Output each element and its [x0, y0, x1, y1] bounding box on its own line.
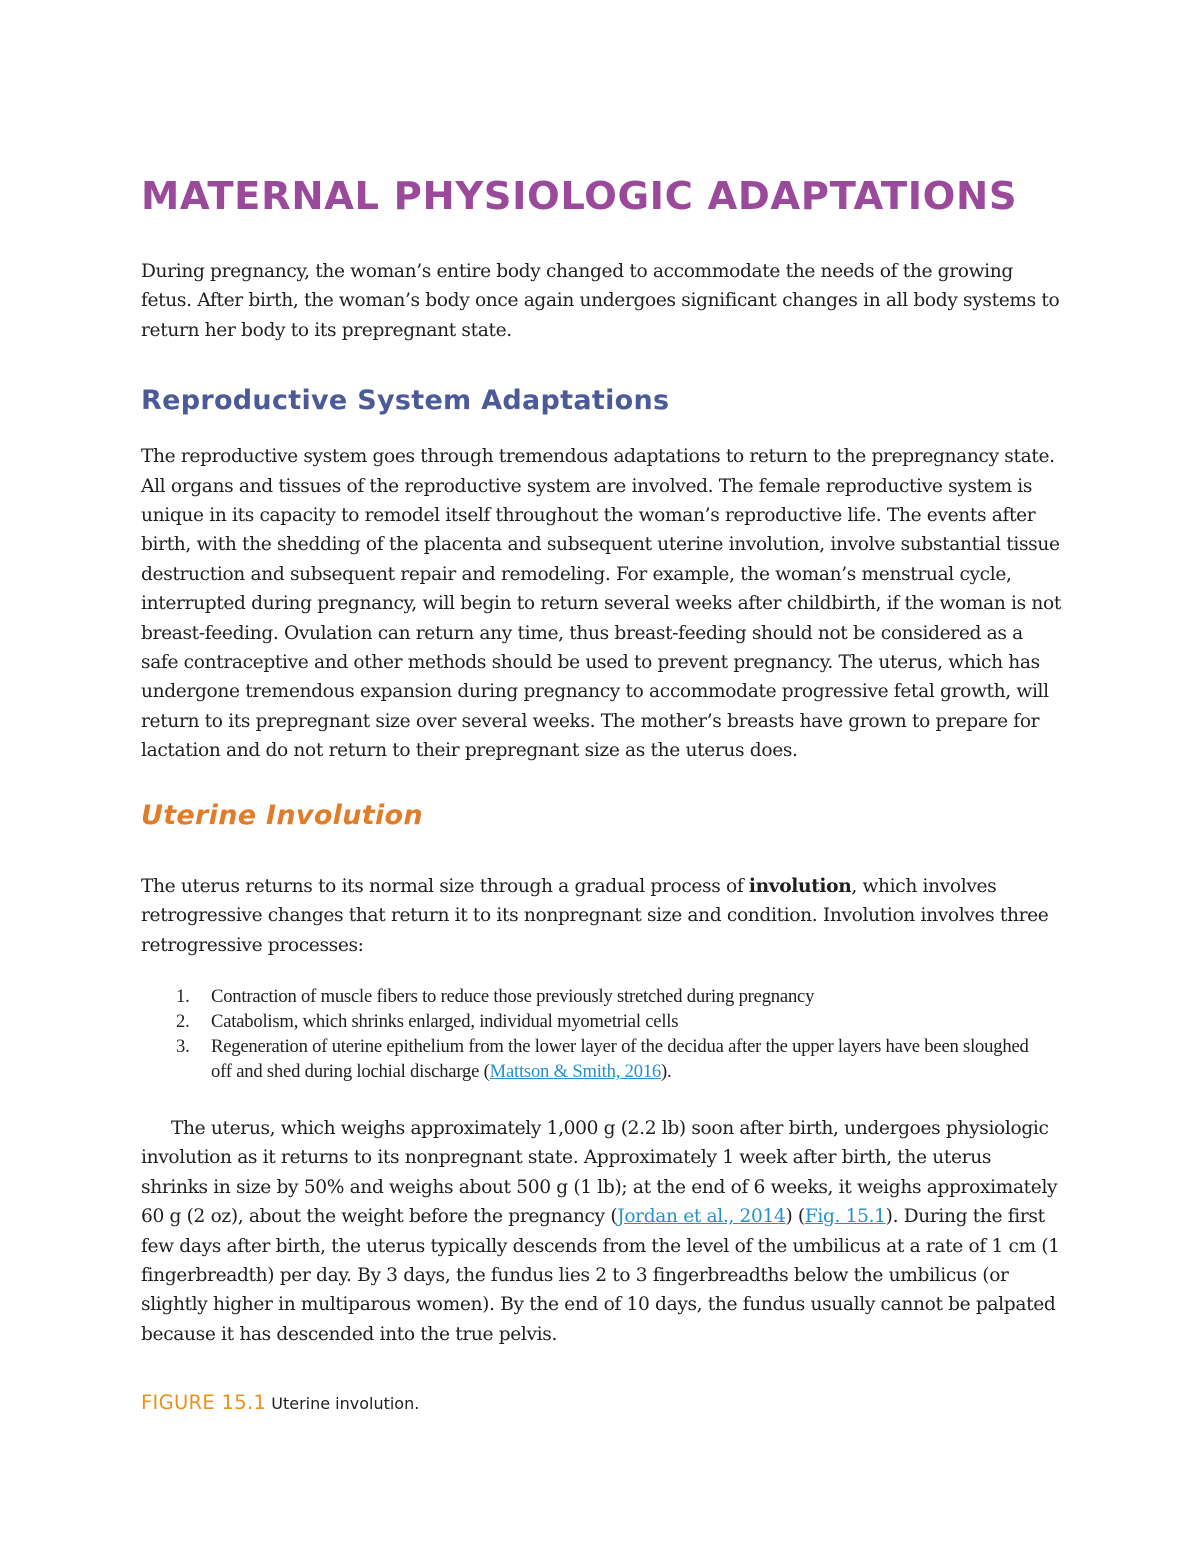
figure-caption: [141, 1387, 1061, 1420]
citation-link-jordan[interactable]: Jordan et al., 2014: [617, 1206, 786, 1228]
page-title: MATERNAL PHYSIOLOGIC ADAPTATIONS: [141, 174, 1018, 219]
list-item: [141, 1009, 1041, 1034]
document-content: [141, 172, 1061, 1420]
involution-term: involution: [748, 875, 852, 897]
list-item-text: Regeneration of uterine epithelium from the lower layer of the decidua after the upper layers have been sloughed off and shed during lochial discharge (: [211, 1035, 1029, 1082]
list-item-number: 3.: [176, 1035, 190, 1057]
weight-text-3: ). During the first few days after birth, the uterus typically descends from the level of the umbilicus at a rate of 1 cm (1 fingerbreadth) per day. By 3 days, the fundus lies 2 to 3 fingerbreadths below the umbilicus (or slightly higher in multiparous women). By the end of 10 days, the fundus usually cannot be palpated because it has descended into the true pelvis.: [141, 1206, 1060, 1345]
figure-caption-text: Uterine involution.: [271, 1394, 420, 1414]
list-item: [141, 984, 1041, 1009]
involution-paragraph: [141, 872, 1061, 960]
list-item: [141, 1034, 1041, 1084]
list-item-text: Contraction of muscle fibers to reduce those previously stretched during pregnancy: [211, 985, 815, 1007]
list-item-number: 2.: [176, 1010, 190, 1032]
list-item-text: Catabolism, which shrinks enlarged, individual myometrial cells: [211, 1010, 679, 1032]
reproductive-paragraph: The reproductive system goes through tremendous adaptations to return to the prepregnancy state. All organs and tissues of the reproductive system are involved. The female reproductive system is unique in its capacity to remodel itself throughout the woman’s reproductive life. The events after birth, with the shedding of the placenta and subsequent uterine involution, involve substantial tissue destruction and subsequent repair and remodeling. For example, the woman’s menstrual cycle, interrupted during pregnancy, will begin to return several weeks after childbirth, if the woman is not breast-feeding. Ovulation can return any time, thus breast-feeding should not be considered as a safe contraceptive and other methods should be used to prevent pregnancy. The uterus, which has undergone tremendous expansion during pregnancy to accommodate progressive fetal growth, will return to its prepregnant size over several weeks. The mother’s breasts have grown to prepare for lactation and do not return to their prepregnant size as the uterus does.: [141, 446, 1061, 762]
intro-paragraph: During pregnancy, the woman’s entire body changed to accommodate the needs of the growing fetus. After birth, the woman’s body once again undergoes significant changes in all body systems to return her body to its prepregnant state.: [141, 261, 1060, 341]
section-heading: Reproductive System Adaptations: [141, 385, 670, 417]
weight-text-1: The uterus, which weighs approximately 1,000 g (2.2 lb) soon after birth, undergoes physiologic involution as it returns to its nonpregnant state. Approximately 1 week after birth, the uterus shrinks in size by 50% and weighs about 500 g (1 lb); at the end of 6 weeks, it weighs approximately 60 g (2 oz), about the weight before the pregnancy (: [141, 1117, 1058, 1228]
figure-link[interactable]: Fig. 15.1: [804, 1206, 886, 1228]
citation-link-mattson-smith[interactable]: Mattson & Smith, 2016: [489, 1060, 662, 1082]
list-item-tail: ).: [661, 1060, 672, 1082]
involution-text-after: , which involves retrogressive changes that return it to its nonpregnant size and condition. Involution involves three retrogressive processes:: [141, 875, 1049, 956]
involution-process-list: [141, 984, 1061, 1084]
weight-text-2: ) (: [785, 1206, 805, 1228]
list-item-number: 1.: [176, 985, 190, 1007]
figure-label: FIGURE 15.1: [141, 1391, 267, 1415]
uterus-weight-paragraph: [141, 1114, 1061, 1349]
subsection-heading: Uterine Involution: [141, 799, 423, 831]
involution-text-before: The uterus returns to its normal size through a gradual process of: [141, 875, 749, 897]
